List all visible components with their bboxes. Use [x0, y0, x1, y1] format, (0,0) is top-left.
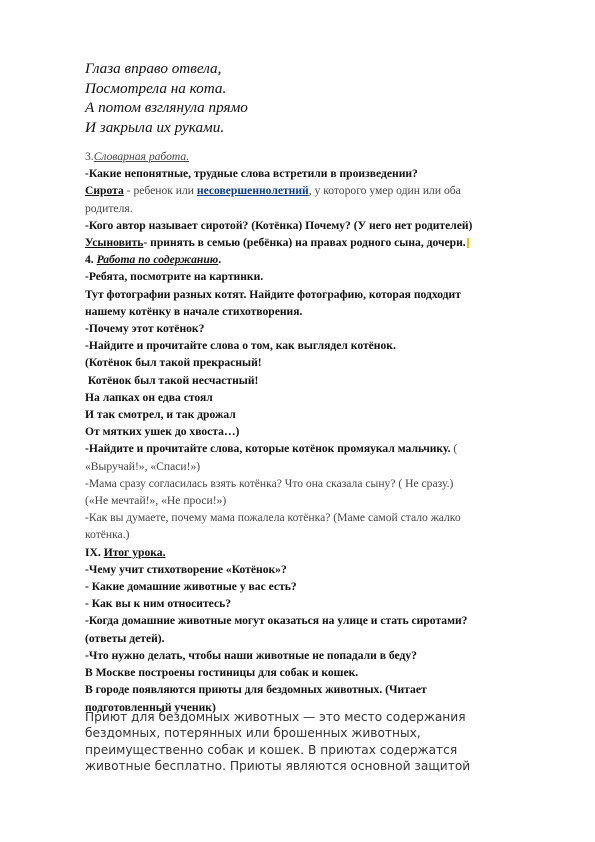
- term: Сирота: [85, 184, 124, 198]
- shelter-paragraph: [85, 709, 545, 775]
- text-line: нашему котёнку в начале стихотворения.: [85, 304, 303, 318]
- poem-line: Глаза вправо отвела,: [85, 60, 222, 77]
- text-line: В городе появляются приюты для бездомных животных. (Читает: [85, 683, 427, 697]
- text-line: Тут фотографии разных котят. Найдите фотографию, которая подходит: [85, 287, 461, 301]
- text-line: -Мама сразу согласилась взять котёнка? Что она сказала сыну? ( Не сразу.): [85, 476, 454, 490]
- text-line: -Как вы думаете, почему мама пожалела котёнка? (Маме самой стало жалко: [85, 511, 461, 525]
- paragraph-line: Приют для бездомных животных — это место содержания: [85, 710, 466, 724]
- definition-adopt: Усыновить- принять в семью (ребёнка) на правах родного сына, дочери.: [85, 234, 545, 251]
- paragraph-line: животные бесплатно. Приюты являются основной защитой: [85, 759, 471, 774]
- poem-excerpt: [85, 59, 248, 137]
- lesson-text: [85, 148, 545, 716]
- text-line: («Не мечтай!», «Не проси!»): [85, 494, 227, 508]
- text-line: -Когда домашние животные могут оказаться на улице и стать сиротами?: [85, 614, 468, 628]
- section-content-heading: 4. Работа по содержанию.: [85, 253, 222, 267]
- section-summary-heading: IX. Итог урока.: [85, 545, 166, 559]
- poem-line: А потом взглянула прямо: [85, 99, 248, 117]
- paragraph-line: преимущественно собак и кошек. В приютах содержатся: [85, 742, 458, 757]
- text-line: котёнка.): [85, 528, 130, 542]
- text-line: -Найдите и прочитайте слова о том, как выглядел котёнок.: [85, 339, 396, 353]
- text-line: На лапках он едва стоял: [85, 390, 213, 404]
- term: Усыновить: [85, 236, 144, 250]
- question-line: -Найдите и прочитайте слова, которые котёнок промяукал мальчику. (: [85, 442, 458, 456]
- section-vocabulary-heading: 3.Словарная работа.: [85, 150, 190, 163]
- text-line: -Ребята, посмотрите на картинки.: [85, 270, 264, 284]
- term-link[interactable]: несовершеннолетний: [196, 184, 309, 198]
- text-line: В Москве построены гостиницы для собак и кошек.: [85, 666, 359, 680]
- text-line: От мятких ушек до хвоста…): [85, 425, 240, 439]
- text-line: - Как вы к ним относитесь?: [85, 597, 232, 611]
- question-line: -Какие непонятные, трудные слова встретили в произведении?: [85, 167, 418, 181]
- section-title: Итог урока.: [103, 545, 166, 559]
- paragraph-line: бездомных, потерянных или брошенных животных,: [85, 726, 421, 741]
- text-line: -Чему учит стихотворение «Котёнок»?: [85, 562, 287, 576]
- text-line: (ответы детей).: [85, 631, 165, 645]
- text-line: -Что нужно делать, чтобы наши животные не попадали в беду?: [85, 648, 417, 662]
- section-title: Работа по содержанию: [96, 253, 219, 267]
- highlight-mark: [467, 238, 469, 248]
- question-line: -Кого автор называет сиротой? (Котёнка) Почему? (У него нет родителей): [85, 218, 473, 232]
- definition-orphan-cont: родителя.: [85, 201, 133, 215]
- poem-line: Посмотрела на кота.: [85, 79, 227, 97]
- text-line: И так смотрел, и так дрожал: [85, 408, 236, 422]
- text-line: -Почему этот котёнок?: [85, 322, 205, 336]
- definition-orphan: Сирота - ребенок или несовершеннолетний, у которого умер один или оба: [85, 184, 461, 198]
- answer-line: «Выручай!», «Спаси!»): [85, 459, 201, 473]
- section-title: Словарная работа.: [93, 150, 190, 163]
- text-line: подготовленный ученик): [85, 700, 216, 714]
- poem-line: И закрыла их руками.: [85, 118, 225, 136]
- text-line: (Котёнок был такой прекрасный!: [85, 356, 262, 370]
- text-line: Котёнок был такой несчастный!: [85, 373, 259, 387]
- text-line: - Какие домашние животные у вас есть?: [85, 580, 297, 594]
